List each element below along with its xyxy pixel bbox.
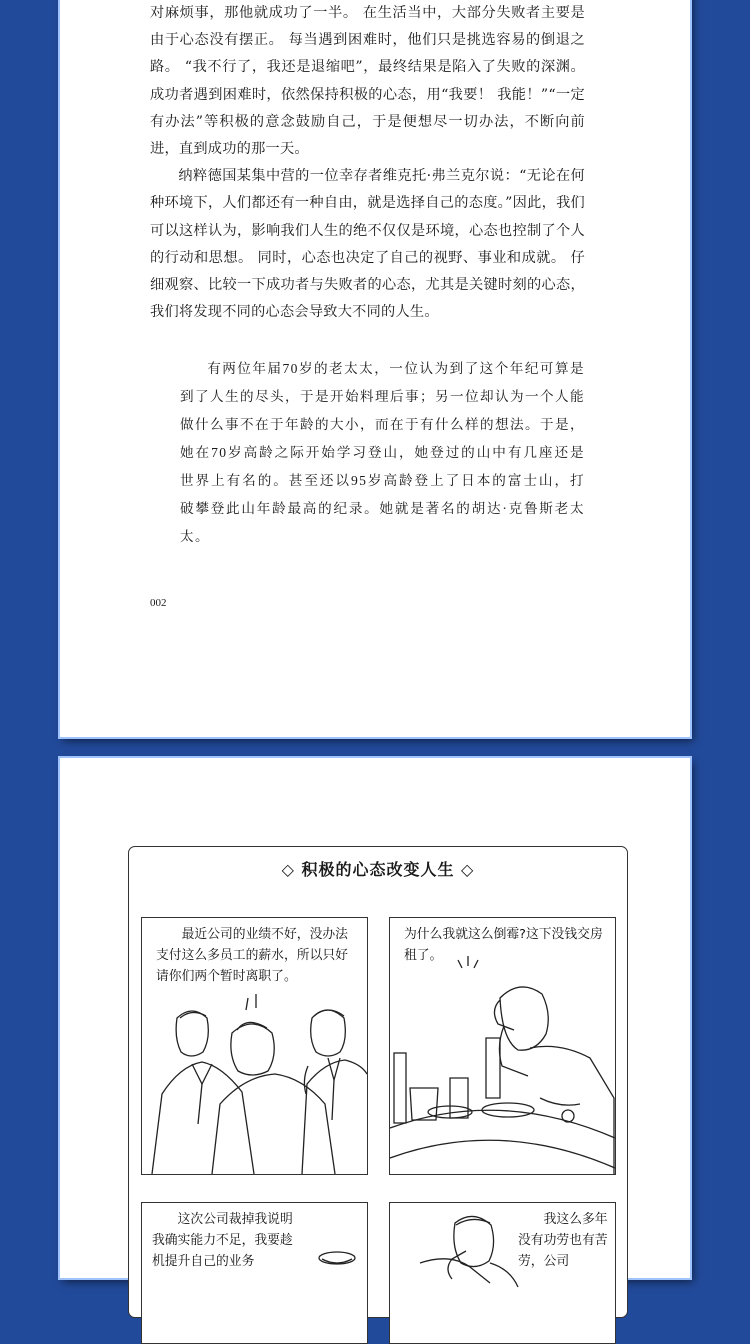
bar-table-illustration: [390, 918, 615, 1174]
comic-panel-layoff: [141, 917, 368, 1175]
comic-frame: [128, 846, 628, 1318]
comic-title: ◇ 积极的心态改变人生 ◇: [281, 860, 475, 879]
book-page-top: [60, 0, 690, 737]
office-meeting-illustration: [142, 918, 367, 1174]
body-text: [150, 0, 585, 326]
paragraph-1-continued: 对麻烦事，那他就成功了一半。 在生活当中，大部分失败者主要是由于心态没有摆正。 每当遇到困难时，他们只是挑选容易的倒退之路。 “我不行了，我还是退缩吧”，最终结果是陷入了失败的深渊。 成功者遇到困难时，依然保持积极的心态，用“我要！ 我能！”“一定有办法”等积极的意念鼓励自己，于是便想尽一切办法，不断向前进，直到成功的那一天。: [150, 5, 585, 158]
comic-panel-positive: [141, 1202, 368, 1344]
paragraph-2: 纳粹德国某集中营的一位幸存者维克托·弗兰克尔说：“无论在何种环境下，人们都还有一种自由，就是选择自己的态度。”因此，我们可以这样认为，影响我们人生的绝不仅仅是环境，心态也控制了个人的行动和思想。 同时，心态也决定了自己的视野、事业和成就。 仔细观察、比较一下成功者与失败者的心态，尤其是关键时刻的心态，我们将发现不同的心态会导致大不同的人生。: [150, 168, 585, 321]
panel-caption: 最近公司的业绩不好，没办法支付这么多员工的薪水，所以只好请你们两个暂时离职了。: [156, 927, 348, 984]
panel-caption: 为什么我就这么倒霉?这下没钱交房租了。: [404, 927, 603, 963]
page-number: 002: [150, 597, 167, 609]
complaining-employee-illustration: [390, 1203, 615, 1343]
panel-caption: 这次公司裁掉我说明我确实能力不足，我要趁机提升自己的业务: [152, 1212, 293, 1269]
comic-panel-complaint: [389, 1202, 616, 1344]
story-quote-block: 有两位年届70岁的老太太，一位认为到了这个年纪可算是到了人生的尽头，于是开始料理后事；另一位却认为一个人能做什么事不在于年龄的大小，而在于有什么样的想法。于是，她在70岁高龄之际开始学习登山，她登过的山中有几座还是世界上有名的。甚至还以95岁高龄登上了日本的富士山，打破攀登此山年龄最高的纪录。她就是著名的胡达·克鲁斯老太太。: [180, 361, 585, 544]
positive-employee-illustration: [142, 1203, 367, 1343]
panel-caption: 我这么多年没有功劳也有苦劳，公司: [518, 1212, 608, 1269]
comic-panel-despair: [389, 917, 616, 1175]
book-page-bottom: [60, 758, 690, 1278]
